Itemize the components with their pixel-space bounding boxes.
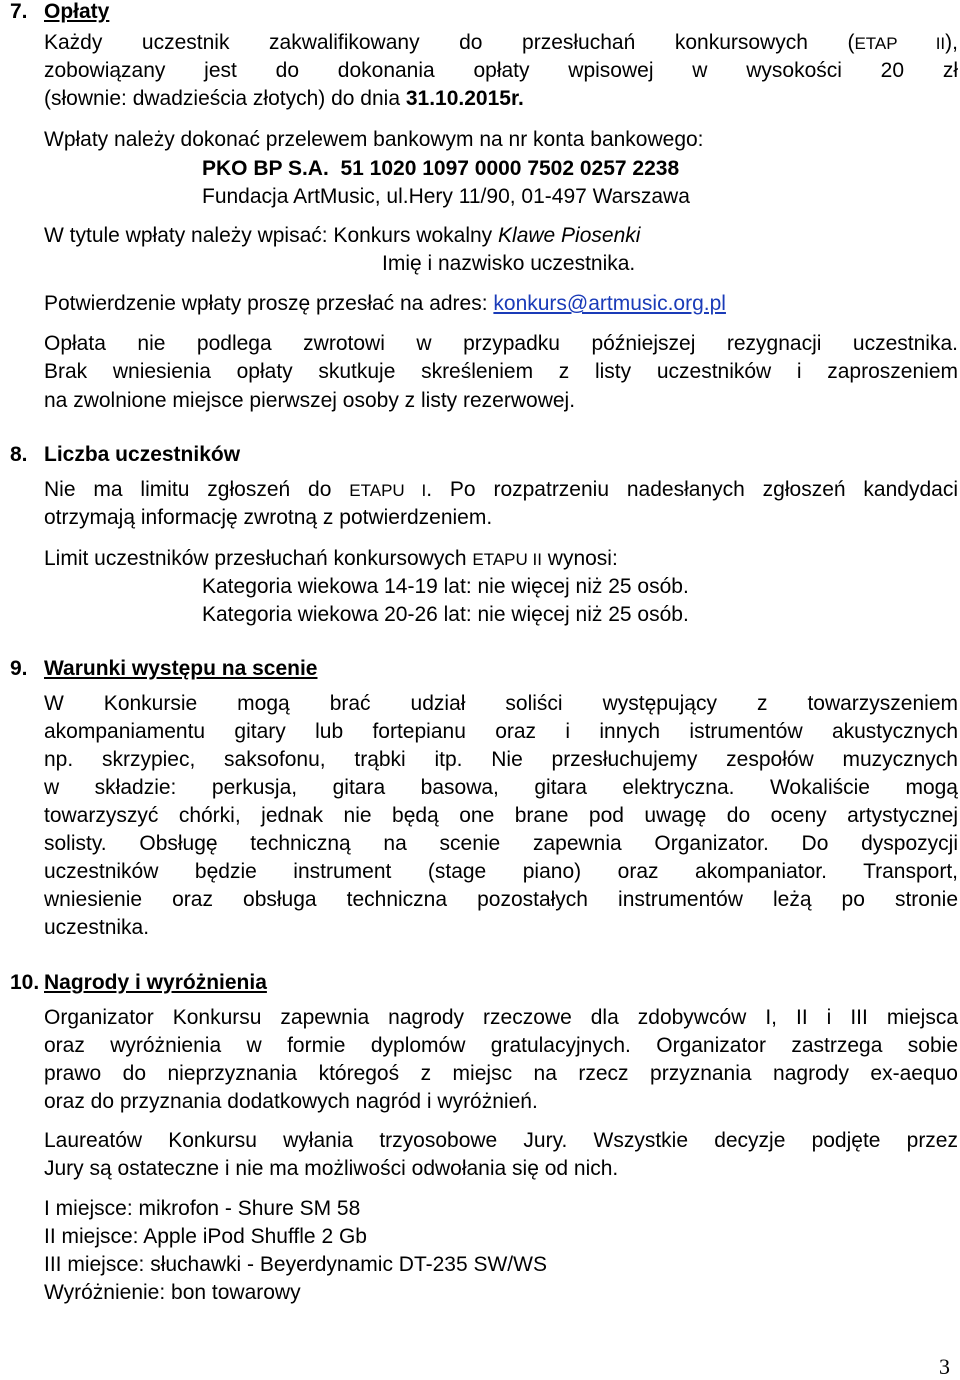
category-2: Kategoria wiekowa 20-26 lat: nie więcej niż 25 osób. bbox=[202, 603, 689, 626]
prize-item: II miejsce: Apple iPod Shuffle 2 Gb bbox=[44, 1225, 367, 1248]
confirmation-line: Potwierdzenie wpłaty proszę przesłać na adres: konkurs@artmusic.org.pl bbox=[44, 292, 726, 315]
s10-para2-line: Jury są ostateczne i nie ma możliwości odwołania się od nich. bbox=[44, 1157, 619, 1180]
s9-line: towarzyszyć chórki, jednak nie będą one brane pod uwagę do oceny artystycznej bbox=[44, 804, 958, 827]
s9-line: w składzie: perkusja, gitara basowa, gitara elektryczna. Wokaliście mogą bbox=[44, 776, 958, 799]
s8-limit: Limit uczestników przesłuchań konkursowych ETAPU II wynosi: bbox=[44, 547, 618, 570]
s9-line: uczestników będzie instrument (stage piano) oraz akompaniator. Transport, bbox=[44, 860, 958, 883]
s8-line1: Nie ma limitu zgłoszeń do ETAPU I. Po rozpatrzeniu nadesłanych zgłoszeń kandydaci bbox=[44, 478, 958, 501]
deadline-date: 31.10.2015r. bbox=[405, 87, 524, 110]
s10-para2-line: Laureatów Konkursu wyłania trzyosobowe Jury. Wszystkie decyzje podjęte przez bbox=[44, 1129, 958, 1152]
s9-line: solisty. Obsługę techniczną na scenie zapewnia Organizator. Do dyspozycji bbox=[44, 832, 958, 855]
s10-para1-line: oraz wyróżnienia w formie dyplomów gratulacyjnych. Organizator zastrzega sobie bbox=[44, 1034, 958, 1057]
prize-item: I miejsce: mikrofon - Shure SM 58 bbox=[44, 1197, 361, 1220]
s10-para1-line: Organizator Konkursu zapewnia nagrody rzeczowe dla zdobywców I, II i III miejsca bbox=[44, 1006, 958, 1029]
section-8-title: Liczba uczestników bbox=[44, 443, 241, 466]
s8-line2: otrzymają informację zwrotną z potwierdzeniem. bbox=[44, 506, 493, 529]
section-7-number: 7. bbox=[10, 0, 28, 23]
s7-para1-line2: zobowiązany jest do dokonania opłaty wpisowej w wysokości 20 zł bbox=[44, 59, 958, 82]
s9-line: np. skrzypiec, saksofonu, trąbki itp. Nie przesłuchujemy zespołów muzycznych bbox=[44, 748, 958, 771]
section-9-title: Warunki występu na scenie bbox=[44, 657, 318, 680]
nopay-line2: na zwolnione miejsce pierwszej osoby z listy rezerwowej. bbox=[44, 389, 576, 412]
s7-para1-line3: (słownie: dwadzieścia złotych) do dnia 31.10.2015r. bbox=[44, 87, 524, 110]
nopay-line1: Brak wniesienia opłaty skutkuje skreśleniem z listy uczestników i zaproszeniem bbox=[44, 360, 958, 383]
section-9-number: 9. bbox=[10, 657, 28, 680]
s7-transfer-info: Wpłaty należy dokonać przelewem bankowym na nr konta bankowego: bbox=[44, 128, 704, 151]
s10-para1-line: oraz do przyznania dodatkowych nagród i wyróżnień. bbox=[44, 1090, 538, 1113]
transfer-title-line2: Imię i nazwisko uczestnika. bbox=[382, 252, 636, 275]
section-10-title: Nagrody i wyróżnienia bbox=[44, 971, 267, 994]
section-7-title: Opłaty bbox=[44, 0, 110, 23]
section-10-number: 10. bbox=[10, 971, 40, 994]
s9-line: wniesienie oraz obsługa techniczna pozostałych instrumentów leżą po stronie bbox=[44, 888, 958, 911]
s7-para1-line1: Każdy uczestnik zakwalifikowany do przesłuchań konkursowych (ETAP II), bbox=[44, 31, 958, 54]
prize-item: Wyróżnienie: bon towarowy bbox=[44, 1281, 301, 1304]
s9-line: W Konkursie mogą brać udział soliści występujący z towarzyszeniem bbox=[44, 692, 958, 715]
s10-para1-line: prawo do nieprzyznania któregoś z miejsc na rzecz przyznania nagrody ex-aequo bbox=[44, 1062, 958, 1085]
contact-email-link[interactable]: konkurs@artmusic.org.pl bbox=[493, 292, 726, 315]
foundation-address: Fundacja ArtMusic, ul.Hery 11/90, 01-497 Warszawa bbox=[202, 185, 690, 208]
prize-item: III miejsce: słuchawki - Beyerdynamic DT-235 SW/WS bbox=[44, 1253, 547, 1276]
s9-line: uczestnika. bbox=[44, 916, 150, 939]
s9-line: akompaniamentu gitary lub fortepianu oraz i innych istrumentów akustycznych bbox=[44, 720, 958, 743]
section-8-number: 8. bbox=[10, 443, 28, 466]
page-number: 3 bbox=[939, 1354, 950, 1379]
bank-account: PKO BP S.A. 51 1020 1097 0000 7502 0257 2238 bbox=[202, 157, 680, 180]
transfer-title-line1: W tytule wpłaty należy wpisać: Konkurs wokalny Klawe Piosenki bbox=[44, 224, 641, 247]
category-1: Kategoria wiekowa 14-19 lat: nie więcej niż 25 osób. bbox=[202, 575, 689, 598]
refund-note: Opłata nie podlega zwrotowi w przypadku późniejszej rezygnacji uczestnika. bbox=[44, 332, 958, 355]
